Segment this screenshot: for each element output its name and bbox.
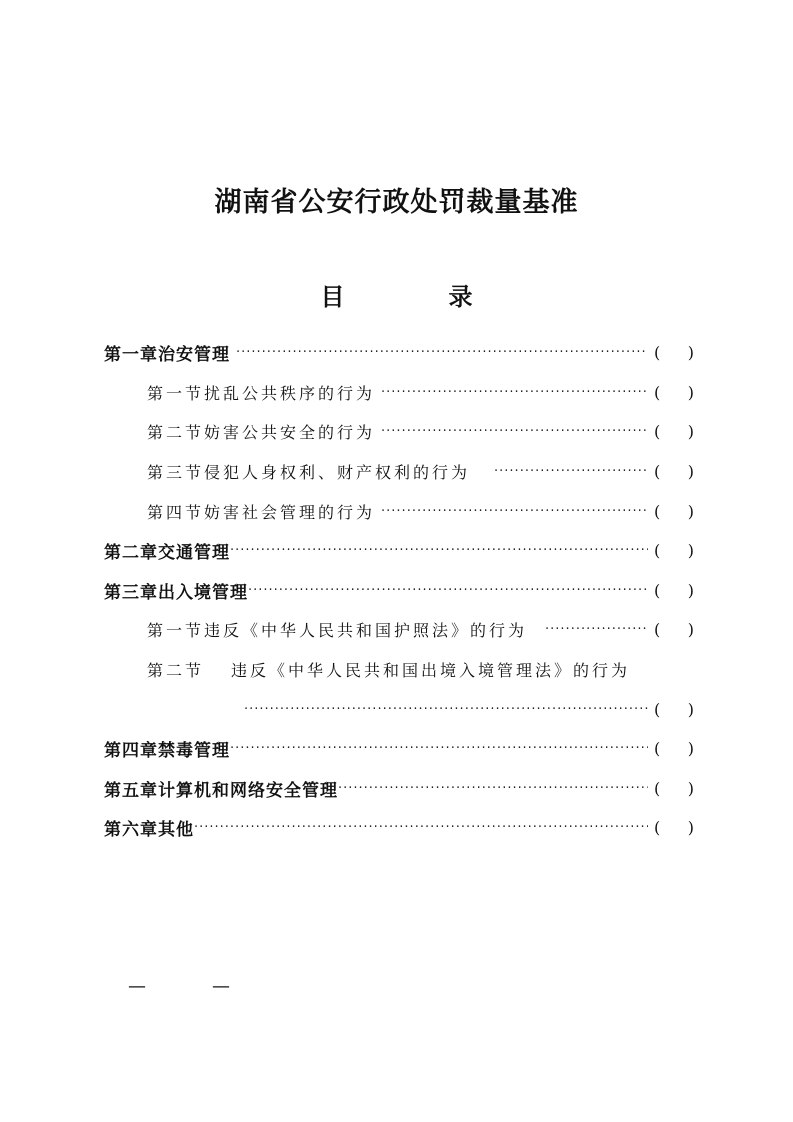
document-title: 湖南省公安行政处罚裁量基准 <box>214 187 579 218</box>
toc-entry-number: 第二章 <box>104 543 158 564</box>
toc-entry-number: 第一节 <box>147 621 205 641</box>
toc-entry-title: 治安管理 <box>158 345 230 366</box>
dot-leader <box>381 424 648 439</box>
dot-leader <box>545 622 648 637</box>
dot-leader <box>230 543 648 558</box>
toc-entry-chapter-6[interactable] <box>104 808 694 848</box>
toc-entry-title: 侵犯人身权利、财产权利的行为 <box>204 463 471 483</box>
toc-entry-section[interactable] <box>104 412 694 452</box>
page-ref: ( ) <box>654 818 694 838</box>
toc-entry-number: 第三节 <box>147 463 205 483</box>
toc-entry-chapter-5[interactable] <box>104 769 694 809</box>
toc-heading: 目 录 <box>320 282 513 311</box>
toc-entry-section[interactable] <box>104 452 694 492</box>
dot-leader <box>236 345 648 360</box>
toc-entry-number: 第六章 <box>104 820 158 841</box>
table-of-contents <box>104 333 694 848</box>
toc-entry-chapter-3[interactable] <box>104 571 694 611</box>
page-ref: ( ) <box>654 699 694 719</box>
toc-entry-number: 第二节 <box>147 423 205 443</box>
page-ref: ( ) <box>654 422 694 442</box>
page-ref: ( ) <box>654 343 694 363</box>
toc-entry-number: 第四节 <box>147 502 205 522</box>
toc-entry-section[interactable] <box>104 610 694 650</box>
page-number-footer: — — <box>128 976 254 997</box>
dot-leader <box>194 820 648 835</box>
page-ref: ( ) <box>654 382 694 402</box>
page-ref: ( ) <box>654 462 694 482</box>
dot-leader <box>494 464 648 479</box>
toc-entry-title: 出入境管理 <box>158 582 248 603</box>
toc-entry-title: 禁毒管理 <box>158 741 230 762</box>
toc-entry-title: 违反《中华人民共和国出境入境管理法》的行为 <box>231 661 631 681</box>
toc-entry-title: 妨害公共安全的行为 <box>204 423 376 443</box>
toc-entry-title: 扰乱公共秩序的行为 <box>204 383 376 403</box>
page-ref: ( ) <box>654 541 694 561</box>
page-ref: ( ) <box>654 739 694 759</box>
toc-entry-number: 第二节 <box>147 661 205 681</box>
toc-entry-number: 第四章 <box>104 741 158 762</box>
toc-entry-chapter-4[interactable] <box>104 729 694 769</box>
toc-entry-section[interactable] <box>104 650 694 690</box>
toc-entry-section[interactable] <box>104 373 694 413</box>
toc-entry-title: 交通管理 <box>158 543 230 564</box>
toc-entry-chapter-2[interactable] <box>104 531 694 571</box>
dot-leader <box>381 504 648 519</box>
toc-entry-number: 第一章 <box>104 345 158 366</box>
page-ref: ( ) <box>654 580 694 600</box>
dot-leader <box>381 385 648 400</box>
toc-entry-number: 第五章 <box>104 780 158 801</box>
toc-entry-number: 第一节 <box>147 383 205 403</box>
toc-entry-section[interactable] <box>104 491 694 531</box>
toc-entry-title: 其他 <box>158 820 194 841</box>
toc-entry-continuation[interactable] <box>104 689 694 729</box>
page-ref: ( ) <box>654 778 694 798</box>
dot-leader <box>248 583 648 598</box>
toc-entry-title: 计算机和网络安全管理 <box>158 780 338 801</box>
page-ref: ( ) <box>654 501 694 521</box>
dot-leader <box>244 702 648 717</box>
page-ref: ( ) <box>654 620 694 640</box>
toc-entry-chapter-1[interactable] <box>104 333 694 373</box>
toc-entry-title: 妨害社会管理的行为 <box>204 502 376 522</box>
dot-leader <box>230 741 648 756</box>
toc-entry-title: 违反《中华人民共和国护照法》的行为 <box>204 621 528 641</box>
toc-entry-number: 第三章 <box>104 582 158 603</box>
dot-leader <box>338 781 648 796</box>
